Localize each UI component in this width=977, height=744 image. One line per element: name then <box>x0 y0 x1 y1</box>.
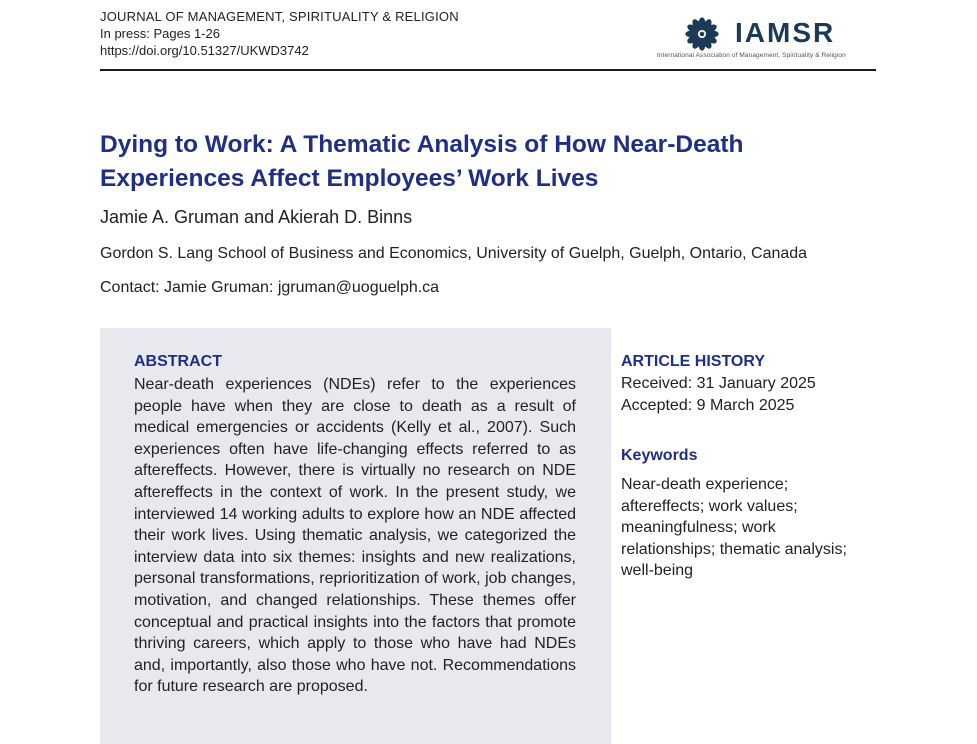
press-status: In press: Pages 1-26 <box>100 26 220 41</box>
received-date: Received: 31 January 2025 <box>621 375 816 392</box>
article-history-heading: ARTICLE HISTORY <box>621 353 766 370</box>
article-title: Dying to Work: A Thematic Analysis of How Near-Death Experiences Affect Employees’ Work Lives <box>100 131 744 192</box>
header-divider <box>100 69 876 71</box>
doi-link[interactable]: https://doi.org/10.51327/UKWD3742 <box>100 43 309 58</box>
accepted-date: Accepted: 9 March 2025 <box>621 397 795 414</box>
keywords-list: Near-death experience; aftereffects; work values; meaningfulness; work relationships; thematic analysis; well-being <box>621 476 847 580</box>
flower-mandala-icon <box>684 16 720 52</box>
author-contact: Contact: Jamie Gruman: jgruman@uoguelph.ca <box>100 279 440 296</box>
iamsr-logo <box>657 14 877 64</box>
abstract-text: Near-death experiences (NDEs) refer to the experiences people have when they are close to death as a result of medical emergencies or accidents (Kelly et al., 2007). Such experiences often have life-changing effects referred to as aftereffects. However, there is virtually no research on NDE aftereffects in the context of work. In the present study, we interviewed 14 working adults to explore how an NDE affected their work lives. Using thematic analysis, we categorized the interview data into six themes: insights and new realizations, personal transformations, reprioritization of work, job changes, motivation, and changed relationships. These themes offer conceptual and practical insights into the factors that promote thriving careers, which apply to those who have had NDEs and, importantly, also those who have not. Recommendations for future research are proposed. <box>134 376 576 696</box>
logo-text: IAMSR <box>735 17 836 48</box>
article-authors: Jamie A. Gruman and Akierah D. Binns <box>100 207 413 227</box>
abstract-heading: ABSTRACT <box>134 353 222 370</box>
keywords-heading: Keywords <box>621 447 698 464</box>
journal-meta <box>100 8 459 59</box>
author-affiliation: Gordon S. Lang School of Business and Economics, University of Guelph, Guelph, Ontario, Canada <box>100 245 808 262</box>
journal-name: JOURNAL OF MANAGEMENT, SPIRITUALITY & RELIGION <box>100 9 459 24</box>
logo-subtitle: International Association of Management, Spirituality & Religion <box>657 52 846 59</box>
